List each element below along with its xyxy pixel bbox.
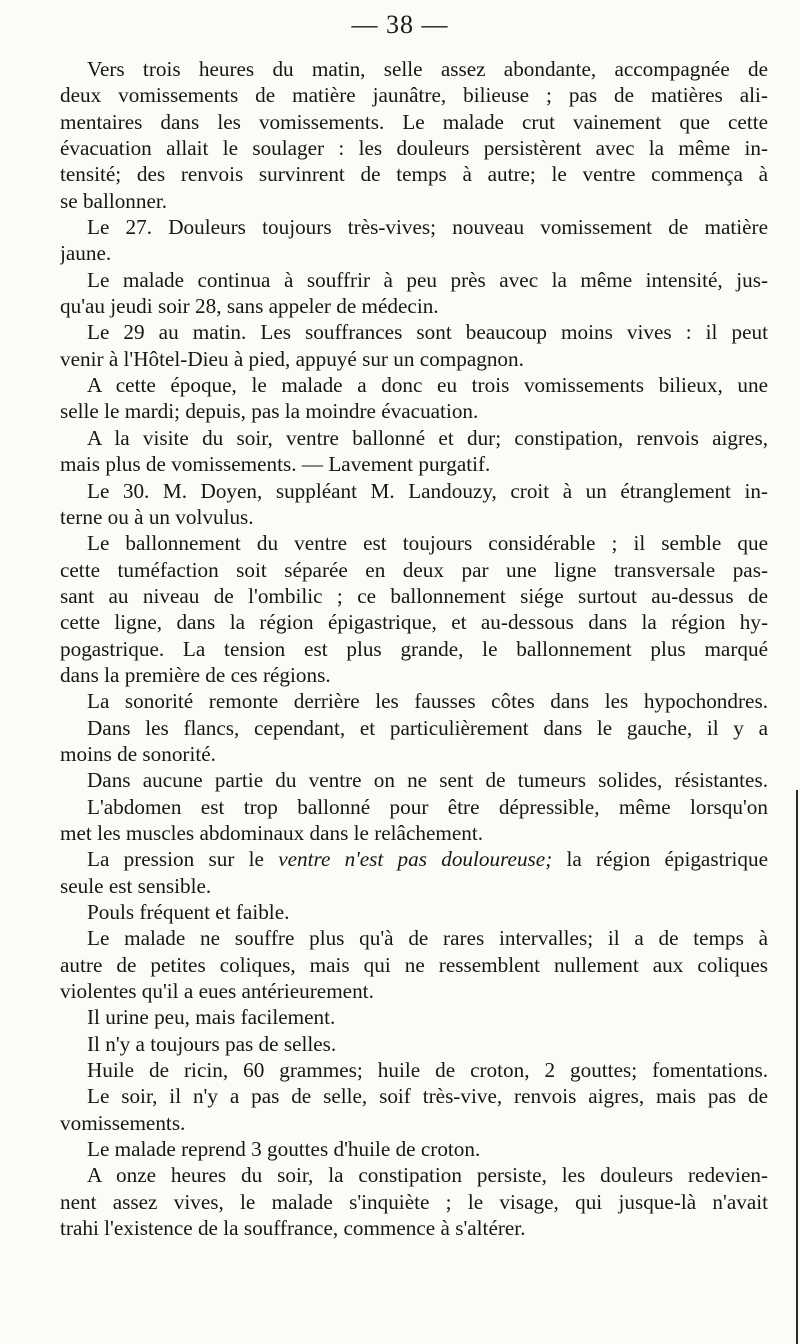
text-line: trahi l'existence de la souffrance, commence à s'altérer. (60, 1216, 526, 1241)
text-line: mais plus de vomissements. — Lavement purgatif. (60, 452, 491, 477)
text-line: A la visite du soir, ventre ballonné et dur; constipation, renvois aigres, (87, 425, 768, 450)
text-line: venir à l'Hôtel-Dieu à pied, appuyé sur un compagnon. (60, 346, 524, 371)
text-line: terne ou à un volvulus. (60, 504, 254, 529)
text-line: cette tuméfaction soit séparée en deux par une ligne transversale pas- (60, 557, 768, 582)
text-line: jaune. (60, 241, 112, 266)
text-line: Il n'y a toujours pas de selles. (87, 1031, 337, 1056)
text-line: Le 29 au matin. Les souffrances sont beaucoup moins vives : il peut (87, 320, 768, 345)
body-text (60, 56, 768, 1241)
text-line: Huile de ricin, 60 grammes; huile de croton, 2 gouttes; fomentations. (87, 1058, 768, 1083)
text-line: Le soir, il n'y a pas de selle, soif très-vive, renvois aigres, mais pas de (87, 1084, 768, 1109)
text-line: Vers trois heures du matin, selle assez abondante, accompagnée de (87, 57, 768, 81)
text-line: seule est sensible. (60, 873, 212, 898)
text-line: Le ballonnement du ventre est toujours considérable ; il semble que (87, 531, 768, 556)
text-line: cette ligne, dans la région épigastrique, et au-dessous dans la région hy- (60, 610, 768, 635)
text-line: nent assez vives, le malade s'inquiète ; le visage, qui jusque-là n'avait (60, 1189, 768, 1214)
italic-phrase: ventre n'est pas douloureuse; (278, 847, 553, 872)
text-line: met les muscles abdominaux dans le relâchement. (60, 820, 484, 845)
text-line: Le 30. M. Doyen, suppléant M. Landouzy, croit à un étranglement in- (87, 478, 768, 503)
text-line: Il urine peu, mais facilement. (87, 1005, 336, 1030)
text-line: violentes qu'il a eues antérieurement. (60, 979, 374, 1004)
text-line: Le malade reprend 3 gouttes d'huile de croton. (87, 1137, 481, 1162)
text-line: A onze heures du soir, la constipation persiste, les douleurs redevien- (87, 1163, 768, 1188)
text-line: évacuation allait le soulager : les douleurs persistèrent avec la même in- (60, 136, 768, 161)
text-line: La sonorité remonte derrière les fausses côtes dans les hypochondres. (87, 689, 768, 714)
text-line: Le malade ne souffre plus qu'à de rares intervalles; il a de temps à (87, 926, 768, 951)
text-line: Le malade continua à souffrir à peu près avec la même intensité, jus- (87, 267, 768, 292)
text-line: selle le mardi; depuis, pas la moindre évacuation. (60, 399, 479, 424)
text-line: se ballonner. (60, 188, 168, 213)
page-number: — 38 — (351, 10, 449, 39)
text-line: autre de petites coliques, mais qui ne ressemblent nullement aux coliques (60, 952, 768, 977)
text-line: dans la première de ces régions. (60, 662, 331, 687)
text-line: moins de sonorité. (60, 741, 216, 766)
text-line: Dans les flancs, cependant, et particulièrement dans le gauche, il y a (87, 715, 768, 740)
text-line: tensité; des renvois survinrent de temps à autre; le ventre commença à (60, 162, 768, 187)
text-line: mentaires dans les vomissements. Le malade crut vainement que cette (60, 109, 768, 134)
text-line: qu'au jeudi soir 28, sans appeler de médecin. (60, 294, 439, 319)
text-line: L'abdomen est trop ballonné pour être dépressible, même lorsqu'on (87, 794, 768, 819)
text-line: Pouls fréquent et faible. (87, 900, 290, 924)
text-line: Dans aucune partie du ventre on ne sent de tumeurs solides, résistantes. (87, 768, 768, 793)
text-line: pogastrique. La tension est plus grande, le ballonnement plus marqué (60, 636, 768, 661)
page-edge-rule (796, 790, 798, 1344)
text-line: sant au niveau de l'ombilic ; ce ballonnement siége surtout au-dessus de (60, 583, 768, 608)
text-line: A cette époque, le malade a donc eu trois vomissements bilieux, une (87, 373, 768, 398)
text-line: vomissements. (60, 1110, 186, 1135)
text-line: deux vomissements de matière jaunâtre, bilieuse ; pas de matières ali- (60, 83, 768, 108)
text-line: Le 27. Douleurs toujours très-vives; nouveau vomissement de matière (87, 215, 768, 240)
text-line: La pression sur le ventre n'est pas douloureuse; la région épigastrique (87, 847, 768, 872)
